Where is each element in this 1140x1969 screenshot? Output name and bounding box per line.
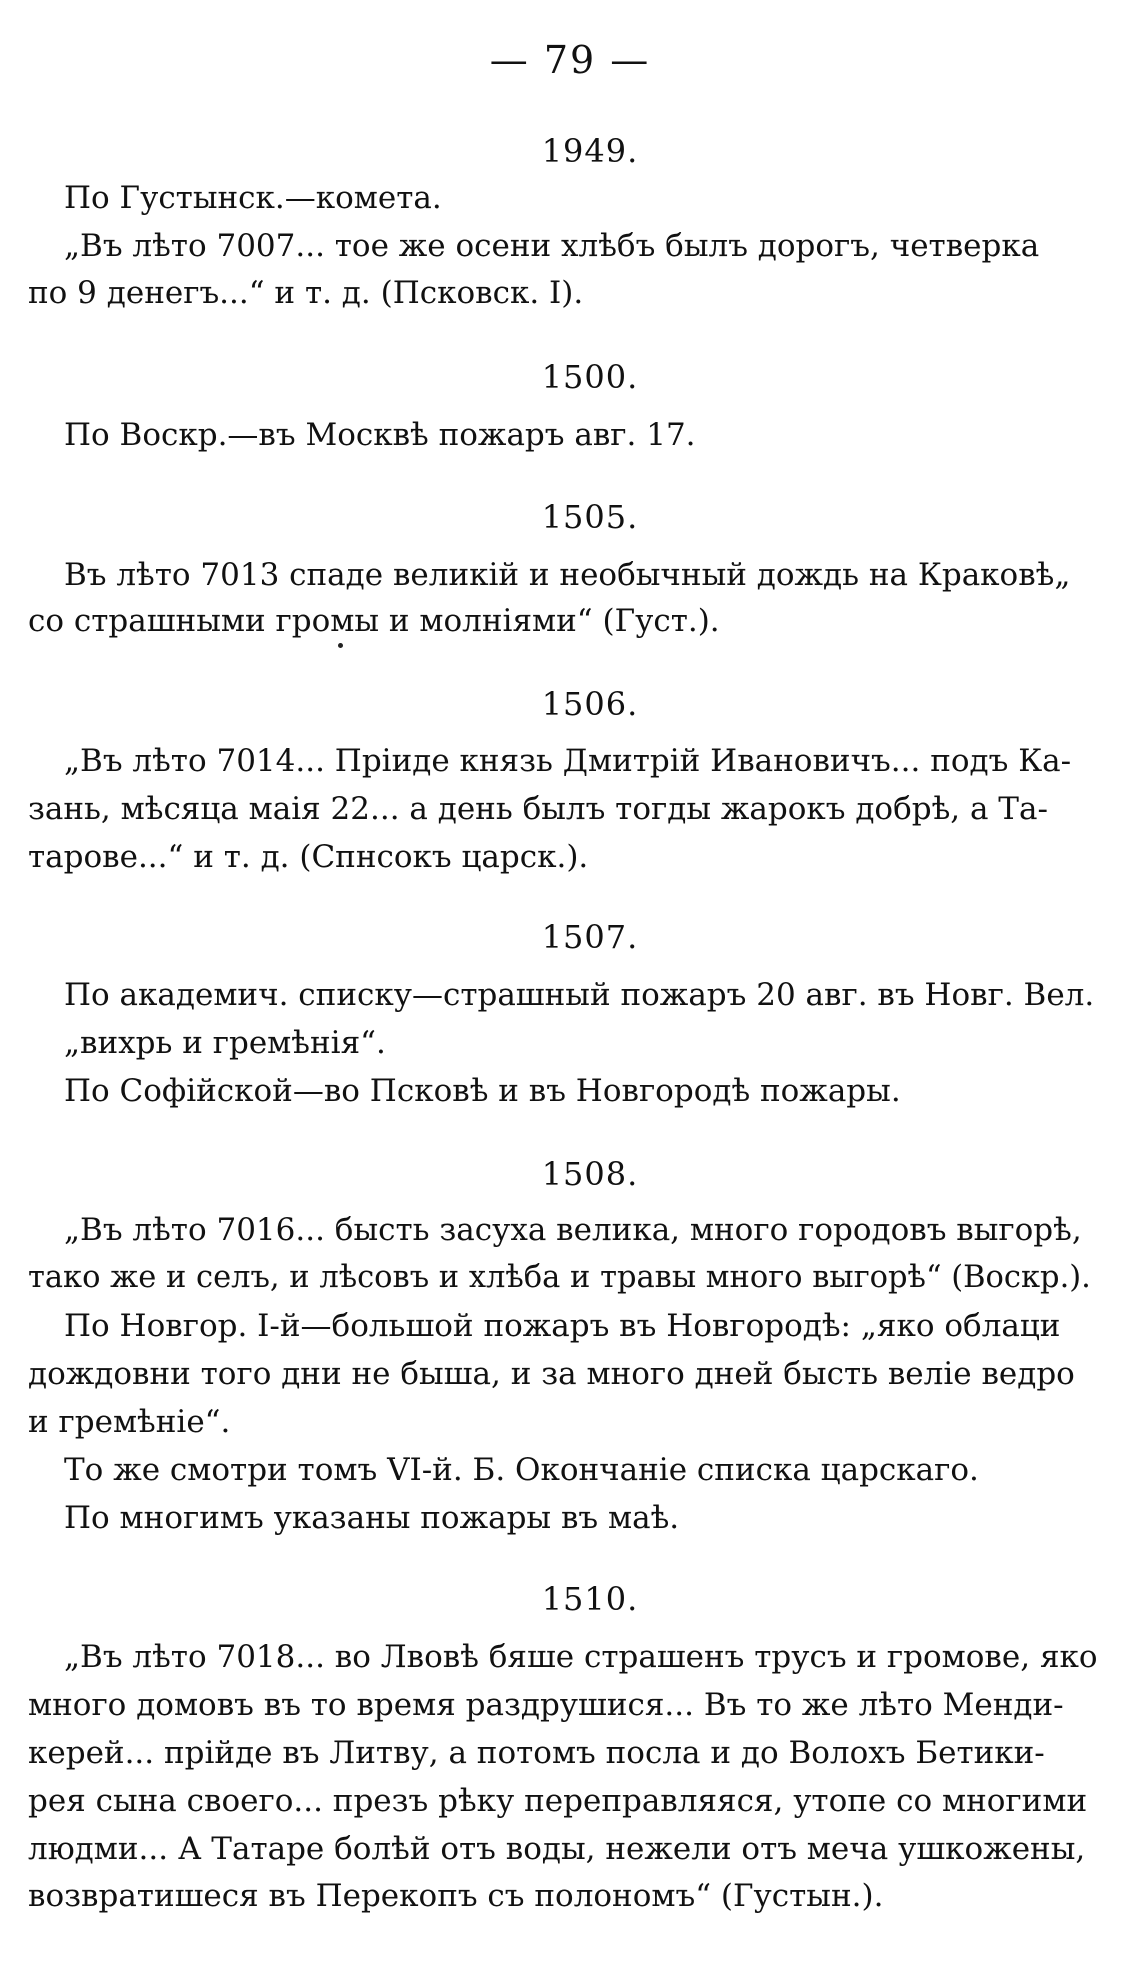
entry-line: По Софійской—во Псковѣ и въ Новгородѣ пожары. [64, 1073, 901, 1109]
entry-line: людми... А Татаре болѣй отъ воды, нежели отъ меча ушкожены, [28, 1831, 1086, 1867]
entry-year: 1510. [541, 1580, 639, 1618]
entry-line: по 9 денегъ...“ и т. д. (Псковск. I). [28, 275, 584, 311]
entry-line: Въ лѣто 7013 спаде великій и необычный дождь на Краковѣ„ [64, 557, 1071, 593]
entry-line: „Въ лѣто 7016... бысть засуха велика, много городовъ выгорѣ, [64, 1212, 1082, 1248]
entry-year: 1506. [541, 685, 639, 723]
entry-line: тарове...“ и т. д. (Спнсокъ царск.). [28, 839, 589, 875]
entry-1507 [0, 918, 1140, 956]
entry-line: По Новгор. І-й—большой пожаръ въ Новгородѣ: „яко облаци [64, 1308, 1061, 1344]
entry-1510 [0, 1580, 1140, 1618]
page-number: — 79 — [489, 38, 651, 82]
entry-line: рея сына своего... презъ рѣку переправляяся, утопе со многими [28, 1783, 1088, 1819]
entry-year: 1505. [541, 498, 639, 536]
entry-line: „Въ лѣто 7007... тое же осени хлѣбъ былъ дорогъ, четверка [64, 228, 1040, 264]
entry-line: керей... прійде въ Литву, а потомъ посла и до Волохъ Бетики- [28, 1735, 1045, 1771]
entry-year: 1949. [541, 132, 639, 170]
entry-1949 [0, 132, 1140, 170]
entry-line: „Въ лѣто 7014... Пріиде князь Дмитрій Ивановичъ... подъ Ка- [64, 743, 1072, 779]
entry-year: 1500. [541, 358, 639, 396]
entry-line: и гремѣніе“. [28, 1404, 231, 1440]
entry-line: То же смотри томъ VI-й. Б. Окончаніе списка царскаго. [64, 1452, 979, 1488]
entry-1500 [0, 358, 1140, 396]
entry-line: По академич. списку—страшный пожаръ 20 авг. въ Новг. Вел. [64, 977, 1095, 1013]
entry-line: возвратишеся въ Перекопъ съ полономъ“ (Густын.). [28, 1878, 884, 1914]
entry-1508 [0, 1155, 1140, 1193]
entry-line: По Воскр.—въ Москвѣ пожаръ авг. 17. [64, 417, 696, 453]
entry-line: со страшными громы и молніями“ (Густ.). [28, 603, 720, 639]
entry-year: 1508. [541, 1155, 639, 1193]
entry-line: много домовъ въ то время раздрушися... Въ то же лѣто Менди- [28, 1687, 1064, 1723]
ink-speck [338, 643, 343, 648]
entry-line: зань, мѣсяца маія 22... а день былъ тогды жарокъ добрѣ, а Та- [28, 791, 1048, 827]
entry-line: По многимъ указаны пожары въ маѣ. [64, 1500, 680, 1536]
entry-line: „Въ лѣто 7018... во Лвовѣ бяше страшенъ трусъ и громове, яко [64, 1639, 1098, 1675]
entry-line: тако же и селъ, и лѣсовъ и хлѣба и травы много выгорѣ“ (Воскр.). [28, 1260, 1091, 1295]
entry-line: „вихрь и гремѣнія“. [64, 1025, 386, 1061]
entry-1505 [0, 498, 1140, 536]
entry-1506 [0, 685, 1140, 723]
entry-year: 1507. [541, 918, 639, 956]
entry-line: дождовни того дни не быша, и за много дней бысть веліе ведро [28, 1356, 1075, 1392]
entry-line: По Густынск.—комета. [64, 180, 442, 216]
